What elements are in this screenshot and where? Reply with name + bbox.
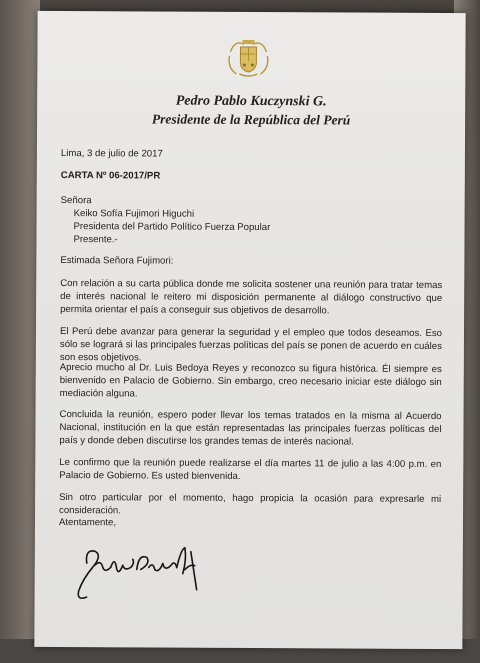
letter-paper: [34, 11, 465, 649]
letterhead-title: Presidente de la República del Perú: [151, 111, 351, 128]
paragraph: Aprecio mucho al Dr. Luis Bedoya Reyes y reconozco su figura histórica. Él siempre es bienvenido en Palacio de Gobierno. Sin embargo, creo necesario iniciar este diálogo sin mediación alguna.: [59, 362, 442, 400]
recipient-position: Presidenta del Partido Político Fuerza Popular: [73, 221, 271, 234]
recipient-presente: Presente.-: [73, 234, 118, 246]
place-date: Lima, 3 de julio de 2017: [60, 148, 163, 160]
paragraph: Le confirmo que la reunión puede realizarse el día martes 11 de julio a las 4:00 p.m. en Palacio de Gobierno. Es usted bienvenida.: [59, 457, 442, 482]
letterhead-name: Pedro Pablo Kuczynski G.: [175, 93, 327, 110]
closing: Atentamente,: [58, 517, 117, 529]
paragraph: Con relación a su carta pública donde me solicita sostener una reunión para tratar temas de interés nacional le reitero mi disposición permanente al diálogo constructivo que permita orientar el país a conseguir sus objetivos de desarrollo.: [60, 278, 443, 317]
recipient-name: Keiko Sofía Fujimori Higuchi: [73, 208, 195, 220]
greeting: Estimada Señora Fujimori:: [60, 255, 174, 267]
paragraph: El Perú debe avanzar para generar la seguridad y el empleo que todos deseamos. Eso sólo se logrará si las principales fuerzas políticas del país se ponen de acuerdo en cuáles son esos objetivos.: [59, 326, 443, 364]
paragraph: Sin otro particular por el momento, hago propicia la ocasión para expresarle mi consideración.: [59, 492, 442, 517]
peru-coat-of-arms-icon: [225, 34, 271, 80]
handwritten-signature: [65, 529, 205, 610]
recipient-salutation: Señora: [60, 195, 92, 207]
letter-reference: CARTA Nº 06-2017/PR: [60, 170, 161, 182]
paragraph: Concluida la reunión, espero poder llevar los temas tratados en la misma al Acuerdo Nacional, institución en la que están representadas las principales fuerzas políticas del país y donde deben discutirse los grandes temas de interés nacional.: [59, 409, 442, 448]
